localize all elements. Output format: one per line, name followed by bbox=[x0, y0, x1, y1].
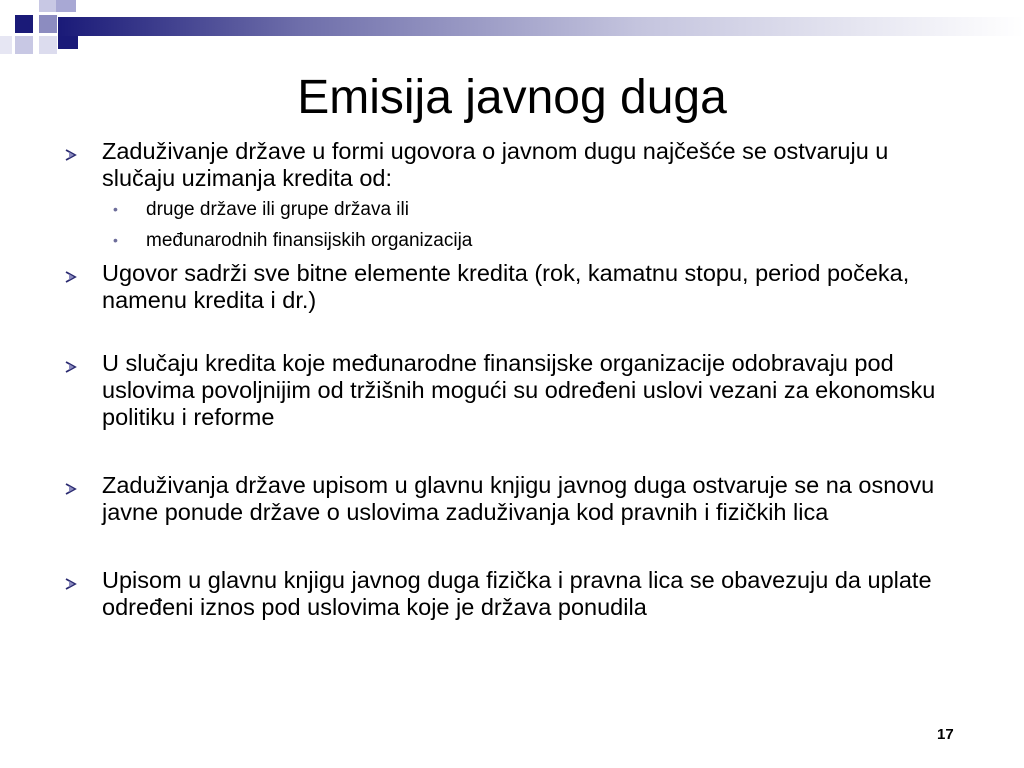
bullet-item bbox=[64, 350, 964, 431]
deco-square bbox=[56, 0, 76, 12]
arrow-bullet-icon bbox=[64, 360, 78, 374]
arrow-bullet-icon bbox=[64, 577, 78, 591]
dot-bullet-icon: • bbox=[113, 201, 118, 217]
deco-square bbox=[39, 0, 57, 12]
deco-square bbox=[39, 15, 57, 33]
bullet-text: Zaduživanja države upisom u glavnu knjigu javnog duga ostvaruje se na osnovu javne ponude države o uslovima zaduživanja kod pravnih i fizičkih lica bbox=[102, 472, 935, 525]
bullet-text: U slučaju kredita koje međunarodne finansijske organizacije odobravaju pod uslovima povoljnijim od tržišnih mogući su određeni uslovi vezani za ekonomsku politiku i reforme bbox=[102, 350, 936, 430]
deco-square bbox=[0, 36, 12, 54]
deco-square bbox=[39, 36, 57, 54]
deco-square bbox=[58, 36, 78, 49]
header-decoration bbox=[0, 0, 1024, 60]
sub-bullet-text: međunarodnih finansijskih organizacija bbox=[146, 230, 473, 251]
bullet-item bbox=[64, 567, 964, 621]
bullet-text: Upisom u glavnu knjigu javnog duga fizička i pravna lica se obavezuju da uplate određeni iznos pod uslovima koje je država ponudila bbox=[102, 567, 932, 620]
deco-square bbox=[15, 36, 33, 54]
deco-square bbox=[15, 15, 33, 33]
sub-bullet-item bbox=[64, 194, 964, 225]
sub-bullet-text: druge države ili grupe država ili bbox=[146, 199, 409, 220]
sub-bullet-item bbox=[64, 225, 964, 256]
bullet-text: Zaduživanje države u formi ugovora o javnom dugu najčešće se ostvaruju u slučaju uzimanja kredita od: bbox=[102, 138, 889, 191]
bullet-text: Ugovor sadrži sve bitne elemente kredita (rok, kamatnu stopu, period počeka, namenu kredita i dr.) bbox=[102, 260, 910, 313]
dot-bullet-icon: • bbox=[113, 232, 118, 248]
arrow-bullet-icon bbox=[64, 482, 78, 496]
arrow-bullet-icon bbox=[64, 270, 78, 284]
bullet-item bbox=[64, 138, 964, 192]
slide-title: Emisija javnog duga bbox=[297, 71, 727, 124]
bullet-item bbox=[64, 472, 964, 526]
slide-content bbox=[64, 136, 964, 621]
page-number: 17 bbox=[937, 726, 954, 743]
header-gradient-band bbox=[58, 17, 1024, 36]
arrow-bullet-icon bbox=[64, 148, 78, 162]
bullet-item bbox=[64, 260, 964, 314]
